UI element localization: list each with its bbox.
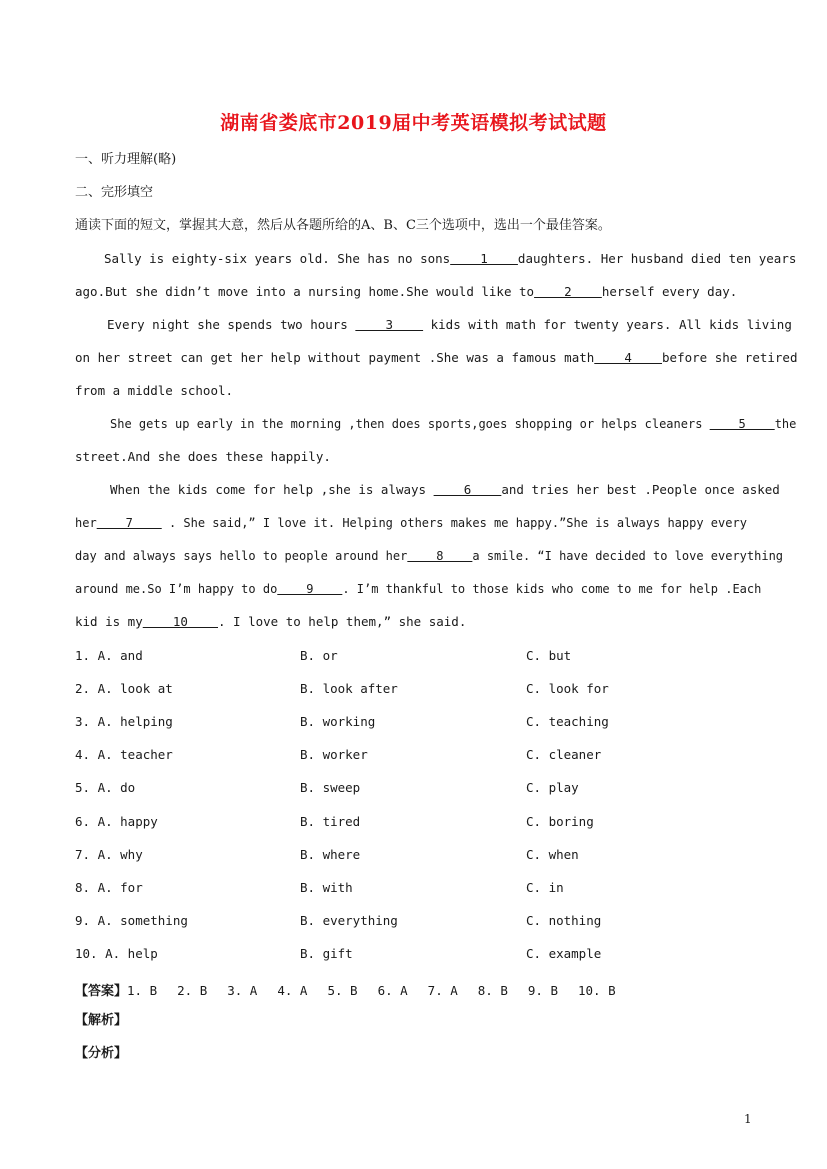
blank-1: 1 [450, 251, 518, 266]
option-row: 6. A. happy B. tired C. boring [75, 814, 594, 829]
blank-2: 2 [534, 284, 602, 299]
option-row: 10. A. help B. gift C. example [75, 946, 602, 961]
blank-5: 5 [709, 417, 775, 431]
blank-4: 4 [594, 350, 663, 365]
passage-line-6: She gets up early in the morning ,then does sports,goes shopping or helps cleaners 5 the [110, 417, 797, 431]
section-cloze: 二、完形填空 [75, 185, 154, 200]
option-row: 9. A. something B. everything C. nothing [75, 913, 602, 928]
passage-line-1: Sally is eighty-six years old. She has no sons 1 daughters. Her husband died ten years [104, 251, 797, 266]
passage-line-5: from a middle school. [75, 383, 234, 398]
option-row: 5. A. do B. sweep C. play [75, 780, 579, 795]
fenxi-label: 【分析】 [75, 1046, 128, 1061]
analysis-label: 【解析】 [75, 1013, 128, 1028]
page-title: 湖南省娄底市2019届中考英语模拟考试试题 [220, 112, 607, 134]
blank-7: 7 [96, 516, 162, 530]
blank-9: 9 [277, 582, 343, 596]
passage-line-8: When the kids come for help ,she is always 6 and tries her best .People once asked [110, 482, 780, 497]
passage-line-9: her 7 . She said,” I love it. Helping others makes me happy.”She is always happy every [75, 516, 747, 530]
option-row: 3. A. helping B. working C. teaching [75, 714, 609, 729]
passage-line-2: ago.But she didn’t move into a nursing home.She would like to 2 herself every day. [75, 284, 738, 299]
passage-line-11: around me.So I’m happy to do 9 . I’m thankful to those kids who come to me for help .Each [75, 582, 762, 596]
option-row: 2. A. look at B. look after C. look for [75, 681, 609, 696]
section-listening: 一、听力理解(略) [75, 152, 177, 167]
page-number: 1 [744, 1112, 752, 1126]
instruction-text: 通读下面的短文，掌握其大意，然后从各题所给的A、B、C三个选项中，选出一个最佳答案。 [75, 218, 611, 233]
blank-6: 6 [433, 482, 502, 497]
passage-line-7: street.And she does these happily. [75, 449, 331, 464]
option-row: 1. A. and B. or C. but [75, 648, 572, 663]
blank-3: 3 [355, 317, 424, 332]
answer-key: 【答案】1. B 2. B 3. A 4. A 5. B 6. A 7. A 8. B 9. B 10. B [75, 983, 616, 999]
passage-line-12: kid is my 10 . I love to help them,” she said. [75, 614, 467, 629]
answers-label: 【答案】 [75, 984, 128, 999]
passage-line-10: day and always says hello to people around her 8 a smile. “I have decided to love everything [75, 549, 784, 563]
blank-10: 10 [142, 614, 218, 629]
blank-8: 8 [407, 549, 473, 563]
option-row: 7. A. why B. where C. when [75, 847, 579, 862]
passage-line-4: on her street can get her help without payment .She was a famous math 4 before she retired [75, 350, 798, 365]
option-row: 8. A. for B. with C. in [75, 880, 564, 895]
passage-line-3: Every night she spends two hours 3 kids with math for twenty years. All kids living [107, 317, 792, 332]
option-row: 4. A. teacher B. worker C. cleaner [75, 747, 602, 762]
